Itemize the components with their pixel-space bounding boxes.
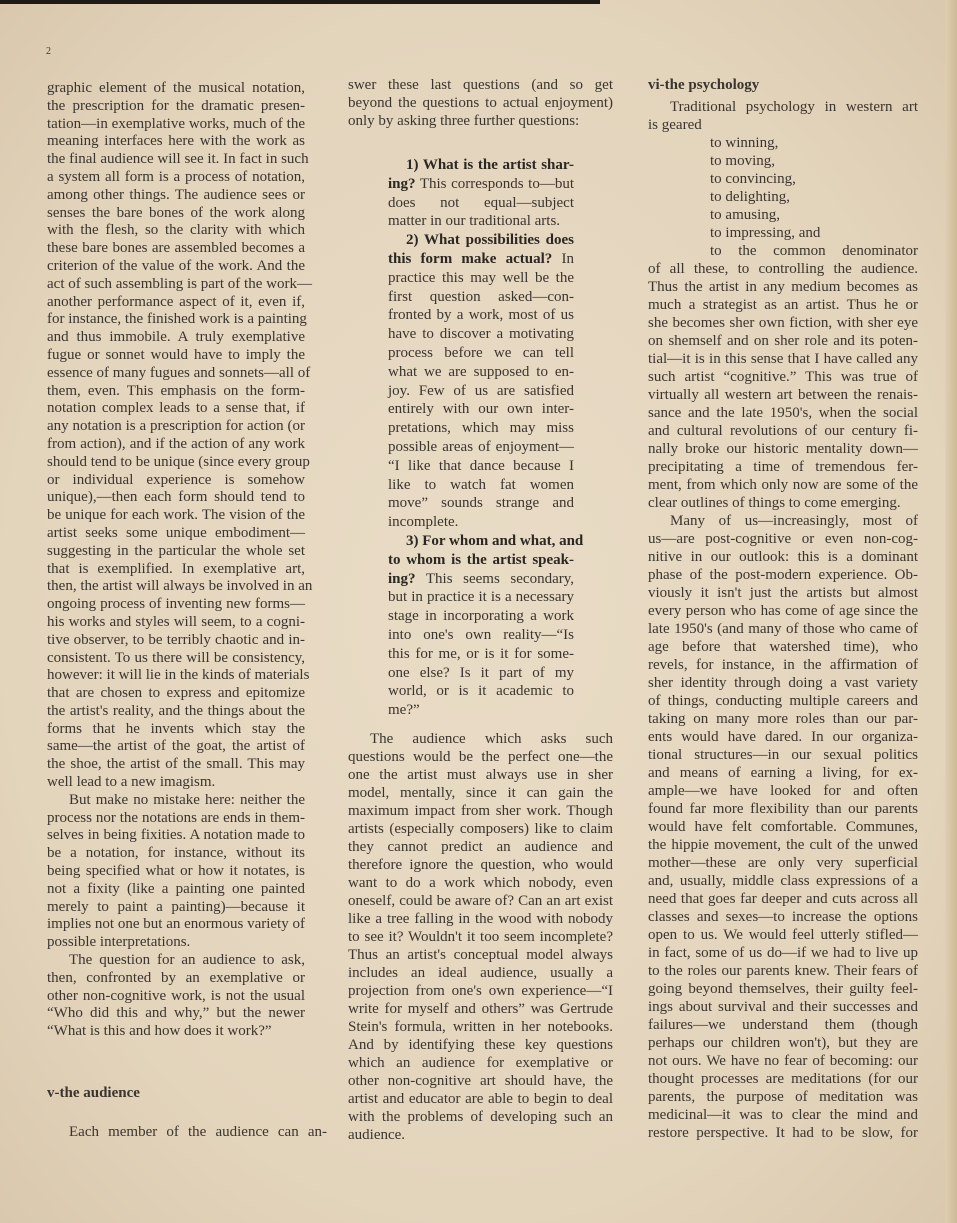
text-line: therefore ignore the question, who would	[348, 857, 613, 873]
text-line: includes an ideal audience, usually a	[348, 965, 613, 981]
text-line: however: it will lie in the kinds of materials	[47, 667, 310, 684]
text-line: from action), and if the action of any work	[47, 435, 305, 452]
text-line: The audience which asks such	[370, 731, 613, 747]
text-line	[388, 419, 574, 438]
text-line: taking on many more roles than our par-	[648, 711, 918, 727]
text-line: possible interpretations.	[47, 934, 191, 951]
text-line: Stein's formula, written in her notebooks.	[348, 1019, 613, 1035]
text-line: want to do a work which nobody, even	[348, 875, 613, 891]
text-line: ample—we have looked for and often	[648, 783, 918, 799]
text-line: which an audience for exemplative or	[348, 1055, 613, 1071]
column-3-paragraph-2	[648, 512, 918, 1142]
text-line: beyond the questions to actual enjoyment)	[348, 95, 613, 111]
text-line: senses the bare bones of the work along	[47, 204, 305, 221]
text-line: and, usually, middle class expressions of a	[648, 873, 918, 889]
text-line: to the roles our parents knew. Their fears of	[648, 963, 918, 979]
text-line: would have felt comfortable. Communes,	[648, 819, 918, 835]
text-line: found far more flexibility than our parents	[648, 801, 918, 817]
text-line	[388, 288, 574, 307]
text-line: the shoe, the artist of the small. This may	[47, 756, 305, 773]
text-line: not ours. We have no fear of becoming: our	[648, 1053, 918, 1069]
text-line: medicinal—it was to clear the mind and	[648, 1107, 918, 1123]
text-line: same—the artist of the goat, the artist of	[47, 738, 305, 755]
question-text: “I like that dance because I	[388, 457, 574, 474]
text-line: precipitating a time of tremendous fer-	[648, 459, 918, 475]
text-line: implies not one but an enormous variety of	[47, 916, 305, 933]
text-line: open to us. We would feel utterly stifled—	[648, 927, 918, 943]
question-text: This seems secondary,	[415, 570, 574, 587]
text-line: in fact, some of us do—if we had to live up	[648, 945, 918, 961]
text-line: that are chosen to express and epitomize	[47, 685, 305, 702]
question-text: into one's own reality—“Is	[388, 626, 574, 643]
text-line: being specified what or how it notates, is	[47, 863, 305, 880]
text-line: nally broke our historic mentality down—	[648, 441, 918, 457]
text-line	[388, 607, 574, 626]
text-line: is geared	[648, 117, 702, 133]
text-line: process nor the notations are ends in them-	[47, 809, 305, 826]
text-line: they cannot predict an audience and	[348, 839, 613, 855]
column-2	[348, 76, 613, 1143]
text-line: us—are post-cognitive or even non-cog-	[648, 531, 918, 547]
text-line: tation—in exemplative works, much of the	[47, 115, 305, 132]
text-line: Thus the artist in any medium becomes as	[648, 279, 918, 295]
text-line: artist and educator are able to begin to deal	[348, 1091, 613, 1107]
text-line: unique),—then each form should tend to	[47, 489, 305, 506]
text-line: much a strategist as an artist. Thus he or	[648, 297, 918, 313]
text-line: the final audience will see it. In fact in such	[47, 151, 309, 168]
question-text: practice this may well be the	[388, 269, 574, 286]
text-line: tive observer, to be terribly chaotic and in-	[47, 631, 305, 648]
question-text: possible areas of enjoyment—	[388, 438, 574, 455]
question-text: move” sounds strange and	[388, 495, 574, 512]
text-line: criterion of the value of the work. And the	[47, 257, 305, 274]
text-line: like a tree falling in the wood with nobody	[348, 911, 613, 927]
text-line: projection from one's own experience—“I	[348, 983, 613, 999]
list-item: to moving,	[710, 153, 776, 169]
text-line: The question for an audience to ask,	[69, 952, 305, 969]
text-line: not a fixity (like a painting one painted	[47, 880, 305, 897]
text-line: essence of many fugues and sonnets—all of	[47, 364, 311, 381]
text-line: Many of us—increasingly, most of	[670, 513, 918, 529]
question-text: pretations, which may miss	[388, 420, 574, 437]
question-bold-text: ing?	[388, 570, 416, 587]
text-line	[388, 175, 574, 194]
section-heading-psychology: vi-the psychology	[648, 77, 760, 93]
text-line: the prescription for the dramatic presen-	[47, 97, 305, 114]
section-first-line: Each member of the audience can an-	[69, 1124, 327, 1140]
text-line: of all these, to controlling the audience.	[648, 261, 918, 277]
list-item: to delighting,	[710, 189, 790, 205]
list-item: to impressing, and	[710, 225, 821, 241]
question-text: but in practice it is a necessary	[388, 589, 574, 606]
text-line: virtually all western art between the renais-	[648, 387, 918, 403]
scan-top-edge	[0, 0, 600, 4]
text-line: tial—it is in this sense that I have called any	[648, 351, 918, 367]
text-line: for instance, the finished work is a painting	[47, 311, 307, 328]
text-line: his works and styles will seem, to a cogni-	[47, 613, 305, 630]
text-line: “What is this and how does it work?”	[47, 1023, 272, 1040]
text-line	[388, 363, 574, 382]
column-3	[648, 76, 918, 1142]
text-line: act of such assembling is part of the work—	[47, 275, 312, 292]
text-line: mother—these are only very superficial	[648, 855, 918, 871]
text-line: sance and the late 1950's, when the social	[648, 405, 918, 421]
text-line: Thus an artist's conceptual model always	[348, 947, 613, 963]
text-line: then, confronted by an exemplative or	[47, 969, 305, 986]
text-line: any notation is a prescription for action (or	[47, 418, 305, 435]
text-line: failures—we understand them (though	[648, 1017, 918, 1033]
text-line: parents, the purpose of meditation was	[648, 1089, 918, 1105]
question-item	[388, 156, 574, 231]
question-text: what we are supposed to en-	[388, 363, 574, 380]
text-line: But make no mistake here: neither the	[69, 791, 305, 808]
text-line: oneself, could be aware of? Can an art exist	[348, 893, 613, 909]
paragraph	[47, 952, 305, 1041]
text-line	[388, 664, 574, 683]
text-line: to see it? Wouldn't it too seem incomplete?	[348, 929, 613, 945]
text-line: every person who has come of age since the	[648, 603, 918, 619]
text-line: be unique for each work. The vision of the	[47, 507, 305, 524]
text-line: fugue or sonnet would have to imply the	[47, 346, 305, 363]
text-line: other non-cognitive work, is not the usual	[47, 987, 305, 1004]
text-line: notation complex leads to a sense that, if	[47, 400, 305, 417]
list-item: to amusing,	[710, 207, 780, 223]
text-line	[388, 532, 584, 551]
text-line	[388, 382, 574, 401]
section-heading-audience: v-the audience	[47, 1085, 140, 1101]
text-line	[388, 212, 574, 231]
column-3-paragraph-1	[648, 260, 918, 512]
question-text: joy. Few of us are satisfied	[388, 382, 574, 399]
text-line: artist seeks some unique embodiment—	[47, 524, 305, 541]
page-number: 2	[46, 46, 51, 57]
question-text: like to watch fat women	[388, 476, 574, 493]
text-line: and means of earning a living, for ex-	[648, 765, 918, 781]
text-line: And by identifying these key questions	[348, 1037, 613, 1053]
text-line: write for myself and others” was Gertrude	[348, 1001, 613, 1017]
text-line: with the flesh, so the clarity with which	[47, 222, 305, 239]
text-line	[388, 682, 574, 701]
column-3-intro	[648, 98, 918, 134]
text-line: late 1950's (and many of those who came of	[648, 621, 918, 637]
text-line: with the problems of developing such an	[348, 1109, 613, 1125]
text-line: and thus immobile. A truly exemplative	[47, 329, 305, 346]
text-line: viously it isn't just the artists but almost	[648, 585, 918, 601]
text-line: age before that watershed time), who	[648, 639, 918, 655]
text-line: “Who did this and why,” but the newer	[47, 1005, 305, 1022]
question-bold-text: this form make actual?	[388, 250, 553, 267]
text-line: should tend to be unique (since every group	[47, 453, 310, 470]
text-line	[388, 194, 574, 213]
question-text: fronted by a work, most of us	[388, 307, 574, 324]
question-text: this for me, or is it for some-	[388, 645, 574, 662]
text-line: ongoing process of inventing new forms—	[47, 596, 305, 613]
text-line: these bare bones are assembled becomes a	[47, 240, 305, 257]
question-text: In	[552, 250, 574, 267]
question-text: me?”	[388, 702, 420, 719]
text-line: phase of the post-modern experience. Ob-	[648, 567, 918, 583]
text-line: tional structures—in our sexual politics	[648, 747, 918, 763]
text-line: graphic element of the musical notation,	[47, 80, 305, 96]
text-line: sher identity through doing a vast variety	[648, 675, 918, 691]
text-line: Traditional psychology in western art	[670, 99, 918, 115]
question-text: have to discover a motivating	[388, 326, 574, 343]
text-line: revels, for instance, in the affirmation of	[648, 657, 918, 673]
text-line	[388, 231, 574, 250]
text-line	[388, 250, 574, 269]
text-line	[388, 476, 574, 495]
question-bold-text: ing?	[388, 175, 416, 192]
text-line: be a notation, for instance, without its	[47, 845, 305, 862]
text-line: thought processes are meditations (for our	[648, 1071, 918, 1087]
paragraph	[47, 80, 313, 792]
text-line	[388, 400, 574, 419]
text-line	[388, 325, 574, 344]
text-line	[388, 513, 574, 532]
text-line: ment, from which only now are some of the	[648, 477, 918, 493]
question-text: This corresponds to—but	[415, 175, 574, 192]
question-text: incomplete.	[388, 514, 459, 531]
text-line: she becomes sher own fiction, with sher eye	[648, 315, 918, 331]
text-line: well lead to a new imagism.	[47, 774, 216, 791]
text-line	[388, 588, 574, 607]
text-line	[388, 494, 574, 513]
text-line: perhaps our children won't), but they are	[648, 1035, 918, 1051]
question-bold-text: to whom is the artist speak-	[388, 551, 574, 568]
text-line: ings about survival and their successes and	[648, 999, 918, 1015]
text-line: audience.	[348, 1127, 406, 1143]
question-text: entirely with our own inter-	[388, 401, 574, 418]
page-binding-edge	[945, 0, 957, 1223]
text-line: on shemself and on sher role and its poten-	[648, 333, 918, 349]
questions-list	[388, 156, 584, 720]
text-line	[388, 457, 574, 476]
question-text: process before we can tell	[388, 344, 574, 361]
text-line: need that goes far deeper and cuts across all	[648, 891, 918, 907]
list-item: to the common denominator	[710, 243, 918, 259]
text-line: questions would be the perfect one—the	[348, 749, 613, 765]
text-line: ents would have dared. In our organiza-	[648, 729, 918, 745]
text-line: nitive in our outlook: this is a dominant	[648, 549, 918, 565]
text-line: consistent. To us there will be consistency,	[47, 649, 305, 666]
text-line: only by asking three further questions:	[348, 113, 580, 129]
text-line: the artist's reality, and the things about the	[47, 702, 305, 719]
text-line: and cultural revolutions of our century fi-	[648, 423, 918, 439]
column-1-body	[47, 80, 313, 1041]
question-text: world, or is it academic to	[388, 683, 574, 700]
text-line	[388, 570, 574, 589]
question-text: does not equal—subject	[388, 194, 574, 211]
text-line	[388, 156, 574, 175]
text-line	[388, 626, 574, 645]
column-2-intro	[348, 76, 613, 130]
text-line: one the artist must always use in sher	[348, 767, 613, 783]
text-line: swer these last questions (and so get	[348, 77, 613, 93]
text-line: then, the artist will always be involved in an	[47, 578, 313, 595]
text-line	[388, 344, 574, 363]
question-text: stage in incorporating a work	[388, 608, 574, 625]
text-line: forms that he invents which stay the	[47, 720, 305, 737]
text-line	[388, 645, 574, 664]
question-bold-text: 2) What possibilities does	[406, 232, 574, 249]
question-bold-text: 1) What is the artist shar-	[406, 157, 574, 173]
question-item	[388, 532, 584, 720]
text-line: that is exemplified. In exemplative art,	[47, 560, 305, 577]
text-line: suggesting in the particular the whole set	[47, 542, 305, 559]
text-line: meaning interfaces here with the work as	[47, 133, 305, 150]
psychology-list	[648, 134, 918, 260]
question-item	[388, 231, 574, 532]
text-line: maximum impact from sher work. Though	[348, 803, 613, 819]
paragraph	[47, 792, 305, 952]
text-line: other non-cognitive art should have, the	[348, 1073, 613, 1089]
text-line: a system all form is a process of notation,	[47, 168, 305, 185]
text-line: going beyond themselves, their guilty feel-	[648, 981, 918, 997]
text-line: another performance aspect of it, even if,	[47, 293, 305, 310]
text-line	[388, 701, 574, 720]
text-line: or individual experience is somehow	[47, 471, 305, 488]
column-2-body	[348, 730, 613, 1144]
column-1	[47, 80, 327, 1140]
text-line: merely to paint a painting)—because it	[47, 898, 305, 915]
text-line: clear outlines of things to come emerging.	[648, 495, 901, 511]
question-text: first question asked—con-	[388, 288, 574, 305]
text-line: classes and sexes—to increase the options	[648, 909, 918, 925]
text-line: the hippie movement, the cult of the unwed	[648, 837, 918, 853]
text-line: restore perspective. It had to be slow, for	[648, 1125, 918, 1141]
text-line: model, mentally, since it can gain the	[348, 785, 613, 801]
text-line: selves in being fixities. A notation made to	[47, 827, 305, 844]
text-line: artists (especially composers) like to claim	[348, 821, 613, 837]
question-bold-text: 3) For whom and what, and	[406, 532, 584, 549]
text-line: them, even. This emphasis on the form-	[47, 382, 305, 399]
list-item: to convincing,	[710, 171, 796, 187]
text-line	[388, 306, 574, 325]
text-line	[388, 438, 574, 457]
list-item: to winning,	[710, 135, 779, 151]
text-line	[388, 269, 574, 288]
text-line: among other things. The audience sees or	[47, 186, 305, 203]
text-line	[388, 551, 574, 570]
question-text: matter in our traditional arts.	[388, 213, 561, 230]
question-text: one else? Is it part of my	[388, 664, 574, 681]
text-line: such artist “cognitive.” This was true of	[648, 369, 918, 385]
text-line: of things, conducting multiple careers and	[648, 693, 918, 709]
